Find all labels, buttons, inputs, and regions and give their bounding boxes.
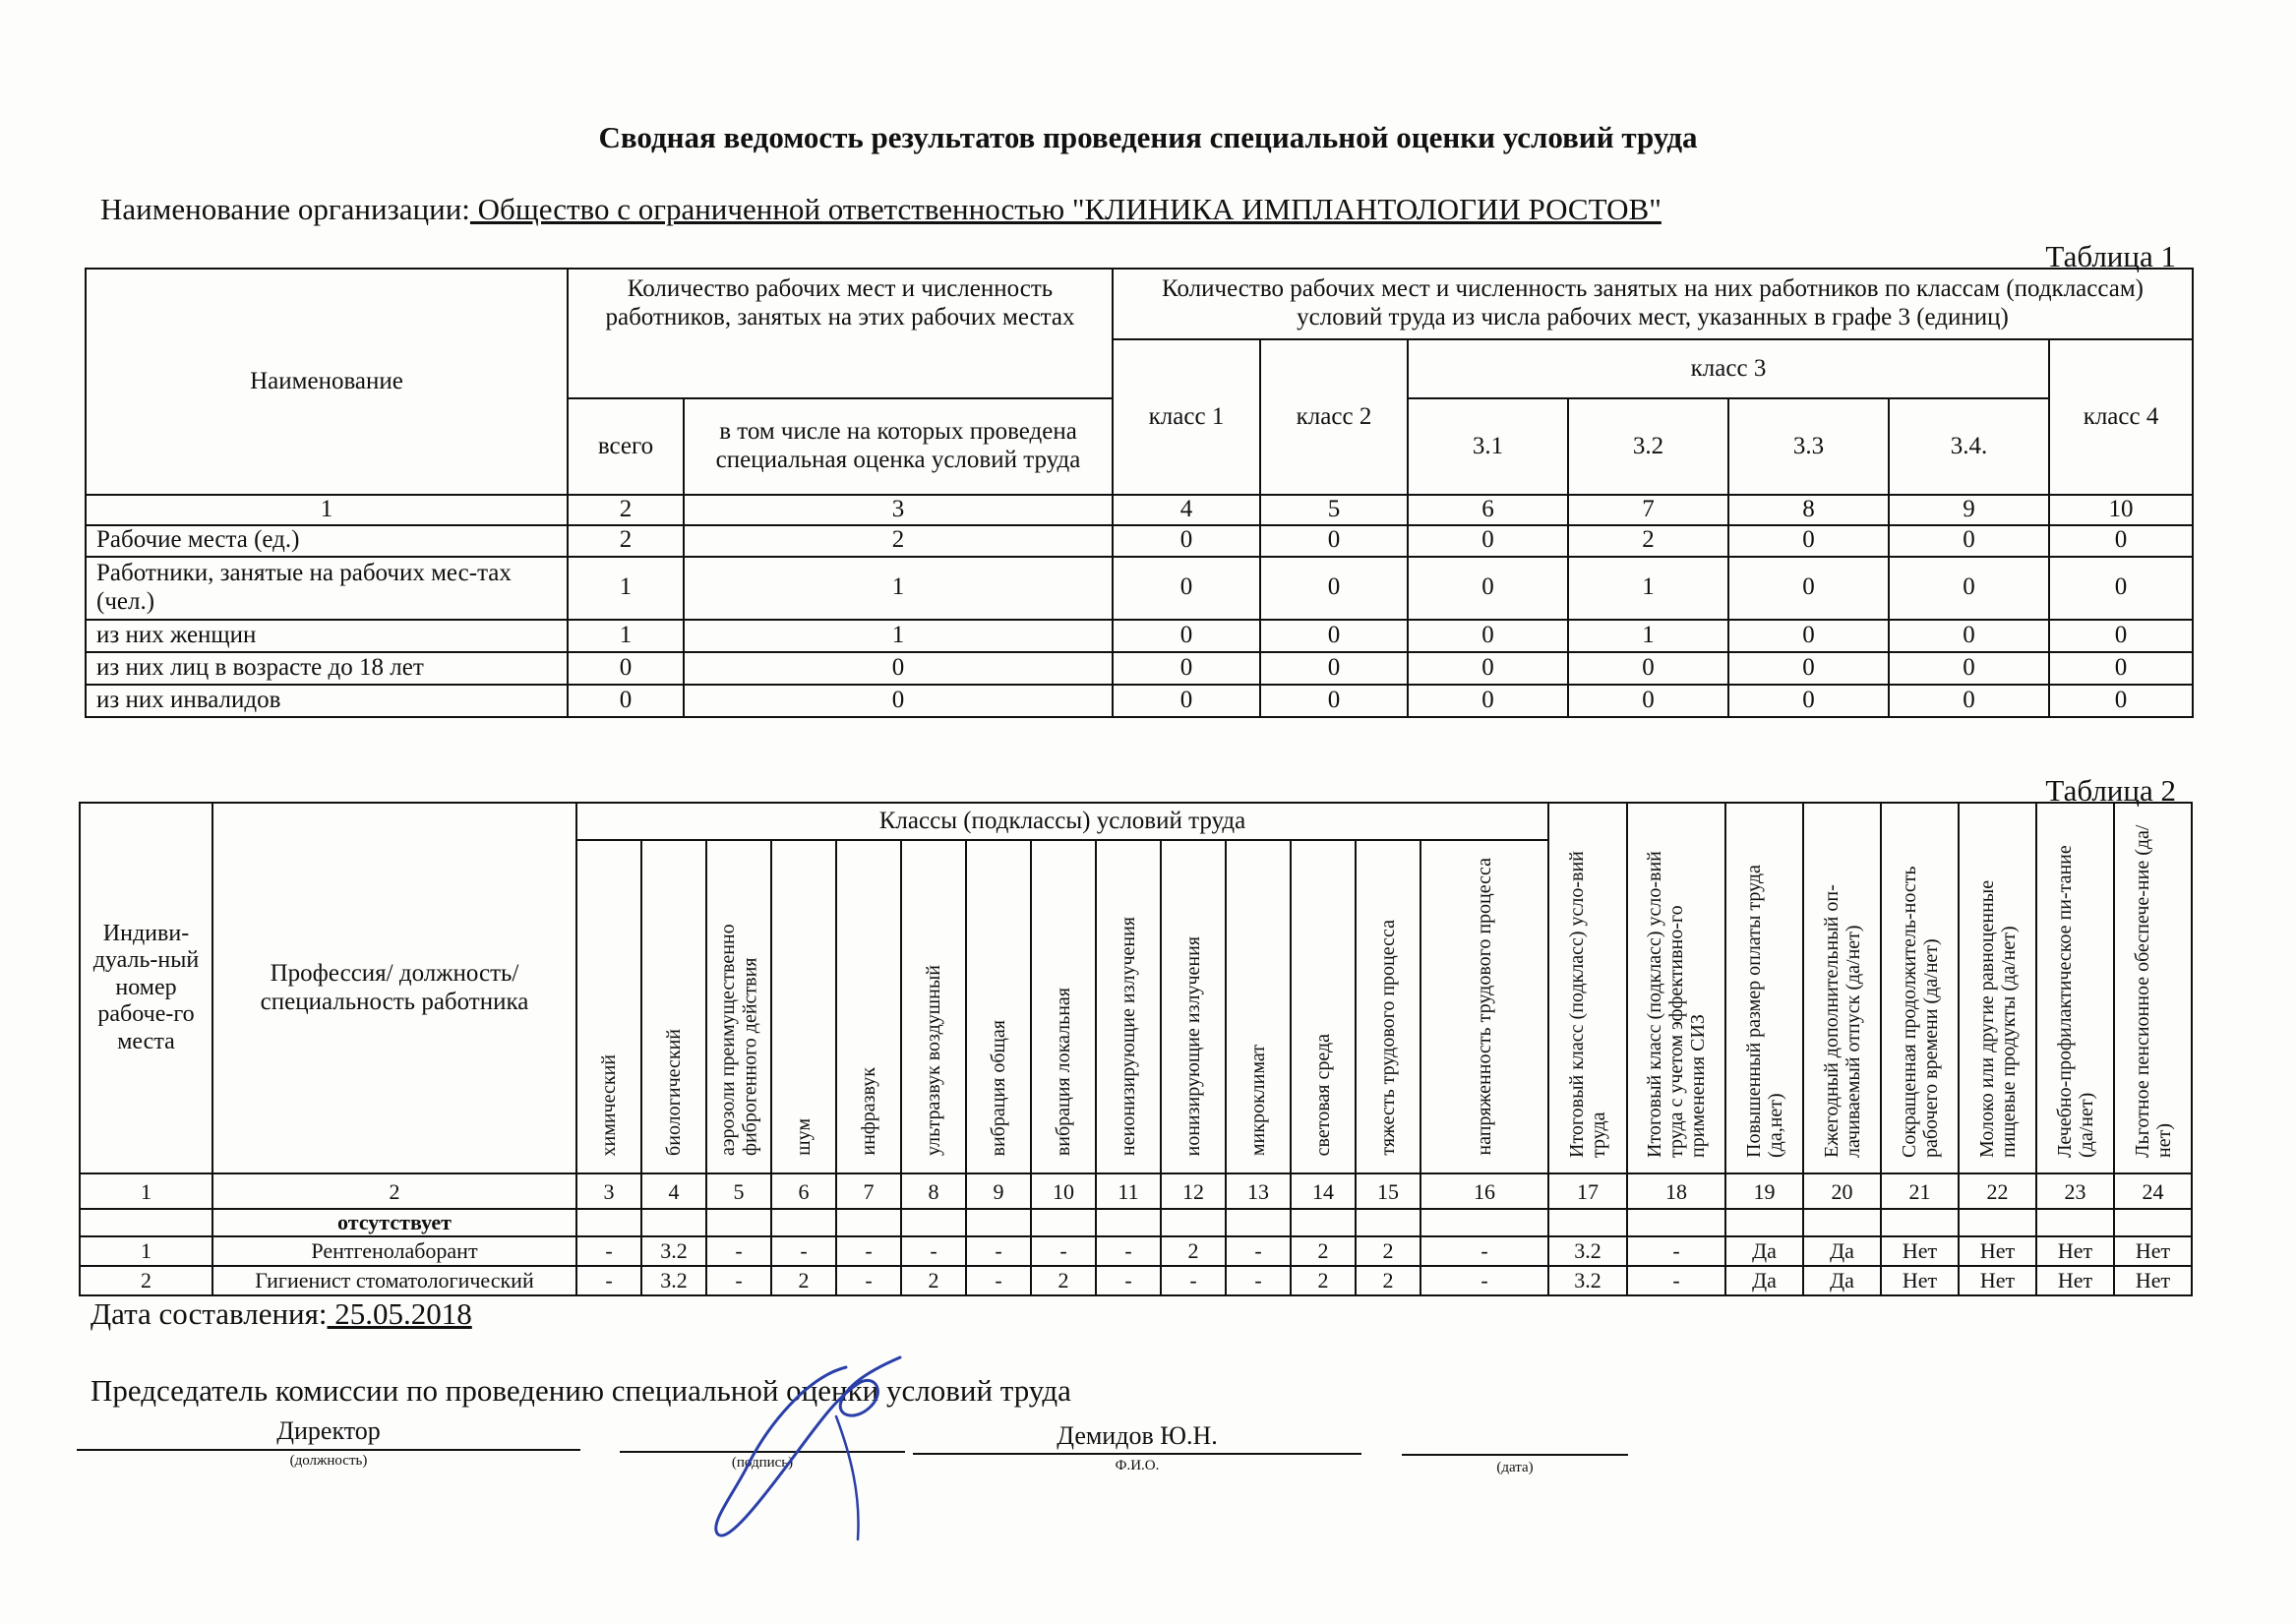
cell: 0 bbox=[1568, 685, 1728, 717]
t2-colnum: 22 bbox=[1959, 1173, 2036, 1209]
cell: 0 bbox=[1728, 525, 1889, 557]
cell: Нет bbox=[2036, 1236, 2114, 1266]
cell: - bbox=[1627, 1266, 1725, 1295]
cell: 1 bbox=[684, 620, 1113, 652]
cell: Да bbox=[1725, 1236, 1803, 1266]
cell: - bbox=[1420, 1236, 1548, 1266]
cell: 1 bbox=[1568, 557, 1728, 620]
cell: Нет bbox=[2114, 1236, 2192, 1266]
t2-colnum: 3 bbox=[576, 1173, 641, 1209]
t2-colnum: 9 bbox=[966, 1173, 1031, 1209]
factor-header-text: неионизирующие излучения bbox=[1117, 916, 1139, 1156]
cell: - bbox=[1096, 1236, 1161, 1266]
t1-header-3-3: 3.3 bbox=[1728, 398, 1889, 495]
workplace-table bbox=[79, 802, 2193, 1296]
cell: 0 bbox=[1113, 620, 1260, 652]
cell: 2 bbox=[1161, 1236, 1226, 1266]
t2-header-final-siz-text: Итоговый класс (подкласс) усло-вий труда с учетом эффективно-го применения СИЗ bbox=[1644, 851, 1709, 1158]
cell: Нет bbox=[1881, 1236, 1959, 1266]
chairman-heading: Председатель комиссии по проведению специальной оценки условий труда bbox=[91, 1373, 1071, 1408]
factor-header-text: инфразвук bbox=[857, 1067, 879, 1156]
t2-colnum: 1 bbox=[80, 1173, 212, 1209]
cell: 0 bbox=[1408, 557, 1568, 620]
t2-header-vacation bbox=[1803, 803, 1881, 1173]
cell bbox=[1031, 1209, 1096, 1235]
t1-colnum: 9 bbox=[1889, 495, 2049, 525]
factor-header-text: шум bbox=[792, 1118, 815, 1156]
t2-colnum: 2 bbox=[212, 1173, 576, 1209]
cell bbox=[2114, 1209, 2192, 1235]
t2-header-shorter-text: Сокращенная продолжитель-ность рабочего времени (да/нет) bbox=[1898, 866, 1942, 1158]
t2-colnum: 6 bbox=[771, 1173, 836, 1209]
table-row bbox=[80, 1266, 2192, 1295]
t2-colnum: 11 bbox=[1096, 1173, 1161, 1209]
cell: 2 bbox=[1291, 1236, 1356, 1266]
date-caption: (дата) bbox=[1496, 1460, 1534, 1475]
cell: 0 bbox=[1889, 525, 2049, 557]
cell bbox=[1096, 1209, 1161, 1235]
cell: - bbox=[706, 1236, 771, 1266]
cell: 0 bbox=[2049, 620, 2193, 652]
cell: 0 bbox=[2049, 685, 2193, 717]
t2-colnum: 24 bbox=[2114, 1173, 2192, 1209]
cell: 3.2 bbox=[1548, 1236, 1627, 1266]
t1-header-class2: класс 2 bbox=[1260, 339, 1408, 495]
t1-header-class4: класс 4 bbox=[2049, 339, 2193, 495]
t2-colnum: 8 bbox=[901, 1173, 966, 1209]
cell: 0 bbox=[1728, 620, 1889, 652]
cell bbox=[1161, 1209, 1226, 1235]
cell: 2 bbox=[1568, 525, 1728, 557]
cell: 0 bbox=[1889, 685, 2049, 717]
t2-header-vacation-text: Ежегодный дополнительный оп-лачиваемый отпуск (да/нет) bbox=[1820, 884, 1864, 1158]
cell: Нет bbox=[1881, 1266, 1959, 1295]
factor-header-text: химический bbox=[597, 1053, 620, 1156]
factor-header-text: вибрация общая bbox=[987, 1019, 1009, 1156]
cell bbox=[1881, 1209, 1959, 1235]
cell: - bbox=[1031, 1236, 1096, 1266]
table-row bbox=[80, 1236, 2192, 1266]
cell: 0 bbox=[1260, 685, 1408, 717]
cell bbox=[966, 1209, 1031, 1235]
t2-header-final-siz bbox=[1627, 803, 1725, 1173]
cell: 0 bbox=[1728, 652, 1889, 685]
cell: 1 bbox=[684, 557, 1113, 620]
factor-header-text: тяжесть трудового процесса bbox=[1376, 920, 1399, 1156]
t2-colnum: 17 bbox=[1548, 1173, 1627, 1209]
t1-header-3-2: 3.2 bbox=[1568, 398, 1728, 495]
cell: Нет bbox=[2036, 1266, 2114, 1295]
t2-colnum: 7 bbox=[836, 1173, 901, 1209]
cell bbox=[1356, 1209, 1420, 1235]
name-value: Демидов Ю.Н. bbox=[1057, 1421, 1218, 1450]
t2-colnum: 19 bbox=[1725, 1173, 1803, 1209]
name-line bbox=[913, 1453, 1361, 1455]
t1-colnum: 8 bbox=[1728, 495, 1889, 525]
factor-header bbox=[1031, 840, 1096, 1173]
t2-header-pension-text: Льготное пенсионное обеспече-ние (да/нет) bbox=[2131, 824, 2175, 1158]
t2-header-final bbox=[1548, 803, 1627, 1173]
factor-header-text: микроклимат bbox=[1246, 1044, 1269, 1156]
cell: - bbox=[901, 1236, 966, 1266]
factor-header bbox=[1096, 840, 1161, 1173]
t1-header-3-1: 3.1 bbox=[1408, 398, 1568, 495]
cell: 2 bbox=[1031, 1266, 1096, 1295]
t2-colnum: 18 bbox=[1627, 1173, 1725, 1209]
cell: 0 bbox=[1260, 652, 1408, 685]
cell bbox=[836, 1209, 901, 1235]
cell: Да bbox=[1725, 1266, 1803, 1295]
cell: 1 bbox=[568, 620, 684, 652]
t2-colnum: 15 bbox=[1356, 1173, 1420, 1209]
factor-header bbox=[901, 840, 966, 1173]
row-label: из них женщин bbox=[86, 620, 568, 652]
cell: 0 bbox=[684, 652, 1113, 685]
cell: 2 bbox=[901, 1266, 966, 1295]
section-row bbox=[80, 1209, 2192, 1235]
table-row bbox=[86, 620, 2193, 652]
cell: - bbox=[1096, 1266, 1161, 1295]
cell: 0 bbox=[1408, 620, 1568, 652]
t1-colnum: 10 bbox=[2049, 495, 2193, 525]
t1-colnum: 2 bbox=[568, 495, 684, 525]
cell: 2 bbox=[80, 1266, 212, 1295]
factor-header-text: ионизирующие излучения bbox=[1181, 935, 1204, 1156]
t2-header-classes: Классы (подклассы) условий труда bbox=[576, 803, 1548, 840]
cell: 0 bbox=[1408, 525, 1568, 557]
cell: - bbox=[1226, 1236, 1291, 1266]
date-line bbox=[91, 1296, 472, 1332]
cell: - bbox=[1161, 1266, 1226, 1295]
cell: - bbox=[576, 1236, 641, 1266]
t1-header-evaluated: в том числе на которых проведена специальная оценка условий труда bbox=[684, 398, 1113, 495]
t2-header-final-text: Итоговый класс (подкласс) усло-вий труда bbox=[1566, 851, 1609, 1158]
t2-header-milk-text: Молоко или другие равноценные пищевые продукты (да/нет) bbox=[1975, 879, 2020, 1158]
cell: 0 bbox=[1889, 652, 2049, 685]
t2-column-numbers bbox=[80, 1173, 2192, 1209]
t1-header-class1: класс 1 bbox=[1113, 339, 1260, 495]
cell bbox=[901, 1209, 966, 1235]
cell: Да bbox=[1803, 1236, 1881, 1266]
t1-header-class3: класс 3 bbox=[1408, 339, 2049, 398]
cell bbox=[1725, 1209, 1803, 1235]
cell: 3.2 bbox=[641, 1266, 706, 1295]
table1-caption: Таблица 1 bbox=[2045, 239, 2176, 273]
cell: 0 bbox=[1260, 525, 1408, 557]
t2-header-shorter bbox=[1881, 803, 1959, 1173]
t2-colnum: 5 bbox=[706, 1173, 771, 1209]
t2-header-pension bbox=[2114, 803, 2192, 1173]
cell: - bbox=[1420, 1266, 1548, 1295]
factor-header bbox=[966, 840, 1031, 1173]
t1-colnum: 5 bbox=[1260, 495, 1408, 525]
cell: Нет bbox=[1959, 1266, 2036, 1295]
cell bbox=[1420, 1209, 1548, 1235]
cell: 2 bbox=[568, 525, 684, 557]
cell: 0 bbox=[1408, 685, 1568, 717]
cell: 0 bbox=[1728, 685, 1889, 717]
t2-header-food-text: Лечебно-профилактическое пи-тание (да/нет) bbox=[2053, 845, 2097, 1158]
t1-colnum: 4 bbox=[1113, 495, 1260, 525]
t1-header-3-4: 3.4. bbox=[1889, 398, 2049, 495]
cell bbox=[706, 1209, 771, 1235]
cell bbox=[1803, 1209, 1881, 1235]
factor-header bbox=[576, 840, 641, 1173]
summary-table bbox=[85, 268, 2194, 718]
cell: - bbox=[836, 1236, 901, 1266]
cell: Да bbox=[1803, 1266, 1881, 1295]
cell bbox=[641, 1209, 706, 1235]
cell: 2 bbox=[1291, 1266, 1356, 1295]
table2-caption: Таблица 2 bbox=[2045, 773, 2176, 808]
t2-header-id: Индиви-дуаль-ный номер рабоче-го места bbox=[80, 803, 212, 1173]
t2-colnum: 12 bbox=[1161, 1173, 1226, 1209]
t2-header-milk bbox=[1959, 803, 2036, 1173]
cell: 0 bbox=[1408, 652, 1568, 685]
t1-header-count: Количество рабочих мест и численность работников, занятых на этих рабочих местах bbox=[568, 269, 1113, 398]
organization-name: Общество с ограниченной ответственностью "КЛИНИКА ИМПЛАНТОЛОГИИ РОСТОВ" bbox=[469, 192, 1662, 226]
factor-header-text: световая среда bbox=[1311, 1033, 1334, 1156]
cell: 3.2 bbox=[1548, 1266, 1627, 1295]
position-line bbox=[77, 1449, 580, 1451]
t1-colnum: 7 bbox=[1568, 495, 1728, 525]
t2-colnum: 23 bbox=[2036, 1173, 2114, 1209]
factor-header-text: аэрозоли преимущественно фиброгенного действия bbox=[716, 924, 760, 1156]
cell bbox=[576, 1209, 641, 1235]
t2-colnum: 13 bbox=[1226, 1173, 1291, 1209]
cell: - bbox=[836, 1266, 901, 1295]
cell: - bbox=[966, 1236, 1031, 1266]
t2-header-pay-text: Повышенный размер оплаты труда (да,нет) bbox=[1742, 865, 1786, 1158]
table-row bbox=[86, 685, 2193, 717]
factor-header bbox=[1291, 840, 1356, 1173]
t1-colnum: 6 bbox=[1408, 495, 1568, 525]
position-caption: (должность) bbox=[289, 1453, 368, 1469]
cell: 0 bbox=[2049, 525, 2193, 557]
cell: Нет bbox=[1959, 1236, 2036, 1266]
cell: 0 bbox=[1568, 652, 1728, 685]
row-label: Работники, занятые на рабочих мес-тах (чел.) bbox=[86, 557, 568, 620]
cell: 0 bbox=[1113, 685, 1260, 717]
cell: 0 bbox=[568, 685, 684, 717]
factor-header bbox=[771, 840, 836, 1173]
factor-header-text: напряженность трудового процесса bbox=[1473, 858, 1495, 1156]
cell: 1 bbox=[1568, 620, 1728, 652]
date-label: Дата составления: bbox=[91, 1296, 328, 1331]
factor-header bbox=[641, 840, 706, 1173]
row-label: из них инвалидов bbox=[86, 685, 568, 717]
t1-column-numbers bbox=[86, 495, 2193, 525]
cell bbox=[1627, 1209, 1725, 1235]
cell bbox=[1226, 1209, 1291, 1235]
factor-header bbox=[1161, 840, 1226, 1173]
cell: - bbox=[771, 1236, 836, 1266]
cell: Нет bbox=[2114, 1266, 2192, 1295]
cell: - bbox=[966, 1266, 1031, 1295]
factor-header bbox=[836, 840, 901, 1173]
table-row bbox=[86, 525, 2193, 557]
factor-header bbox=[706, 840, 771, 1173]
cell: 0 bbox=[2049, 652, 2193, 685]
t1-header-total: всего bbox=[568, 398, 684, 495]
t2-colnum: 20 bbox=[1803, 1173, 1881, 1209]
t2-header-food bbox=[2036, 803, 2114, 1173]
section-label: отсутствует bbox=[212, 1209, 576, 1235]
signature-caption: (подпись) bbox=[731, 1455, 794, 1471]
cell: 0 bbox=[1113, 652, 1260, 685]
row-label: Рабочие места (ед.) bbox=[86, 525, 568, 557]
cell: 0 bbox=[1260, 620, 1408, 652]
cell: - bbox=[706, 1266, 771, 1295]
cell bbox=[2036, 1209, 2114, 1235]
date-value: 25.05.2018 bbox=[327, 1296, 472, 1331]
cell bbox=[80, 1209, 212, 1235]
cell: 0 bbox=[2049, 557, 2193, 620]
cell bbox=[771, 1209, 836, 1235]
t2-colnum: 14 bbox=[1291, 1173, 1356, 1209]
cell: 1 bbox=[80, 1236, 212, 1266]
cell: 2 bbox=[1356, 1236, 1420, 1266]
t1-colnum: 1 bbox=[86, 495, 568, 525]
cell bbox=[1548, 1209, 1627, 1235]
factor-header bbox=[1420, 840, 1548, 1173]
organization-line bbox=[100, 192, 1662, 227]
position-value: Директор bbox=[276, 1416, 381, 1445]
cell: 0 bbox=[1113, 557, 1260, 620]
document-title: Сводная ведомость результатов проведения специальной оценки условий труда bbox=[598, 120, 1698, 154]
name-caption: Ф.И.О. bbox=[1115, 1458, 1160, 1473]
cell: Рентгенолаборант bbox=[212, 1236, 576, 1266]
factor-header-text: вибрация локальная bbox=[1052, 987, 1074, 1156]
t1-colnum: 3 bbox=[684, 495, 1113, 525]
cell bbox=[1291, 1209, 1356, 1235]
organization-label: Наименование организации: bbox=[100, 192, 470, 226]
cell: - bbox=[1226, 1266, 1291, 1295]
table-row bbox=[86, 557, 2193, 620]
cell: - bbox=[1627, 1236, 1725, 1266]
t2-header-profession: Профессия/ должность/ специальность работника bbox=[212, 803, 576, 1173]
cell: 0 bbox=[1113, 525, 1260, 557]
cell: 0 bbox=[1260, 557, 1408, 620]
table-row bbox=[86, 652, 2193, 685]
t1-header-name: Наименование bbox=[86, 269, 568, 495]
t2-colnum: 10 bbox=[1031, 1173, 1096, 1209]
t2-colnum: 16 bbox=[1420, 1173, 1548, 1209]
cell: 2 bbox=[684, 525, 1113, 557]
cell: 0 bbox=[1728, 557, 1889, 620]
factor-header bbox=[1356, 840, 1420, 1173]
cell: 2 bbox=[771, 1266, 836, 1295]
cell: 3.2 bbox=[641, 1236, 706, 1266]
cell bbox=[1959, 1209, 2036, 1235]
factor-header-text: биологический bbox=[662, 1029, 685, 1156]
cell: 0 bbox=[568, 652, 684, 685]
factor-header-text: ультразвук воздушный bbox=[922, 965, 944, 1156]
cell: Гигиенист стоматологический bbox=[212, 1266, 576, 1295]
t2-colnum: 4 bbox=[641, 1173, 706, 1209]
cell: 0 bbox=[684, 685, 1113, 717]
t2-colnum: 21 bbox=[1881, 1173, 1959, 1209]
row-label: из них лиц в возрасте до 18 лет bbox=[86, 652, 568, 685]
cell: 0 bbox=[1889, 620, 2049, 652]
cell: - bbox=[576, 1266, 641, 1295]
date-sign-line bbox=[1402, 1454, 1628, 1456]
cell: 2 bbox=[1356, 1266, 1420, 1295]
factor-header bbox=[1226, 840, 1291, 1173]
t2-header-pay bbox=[1725, 803, 1803, 1173]
cell: 1 bbox=[568, 557, 684, 620]
t1-header-classes: Количество рабочих мест и численность занятых на них работников по классам (подклассам) условий труда из числа рабочих мест, указанных в графе 3 (единиц) bbox=[1113, 269, 2193, 339]
signature-scribble bbox=[689, 1348, 944, 1544]
cell: 0 bbox=[1889, 557, 2049, 620]
